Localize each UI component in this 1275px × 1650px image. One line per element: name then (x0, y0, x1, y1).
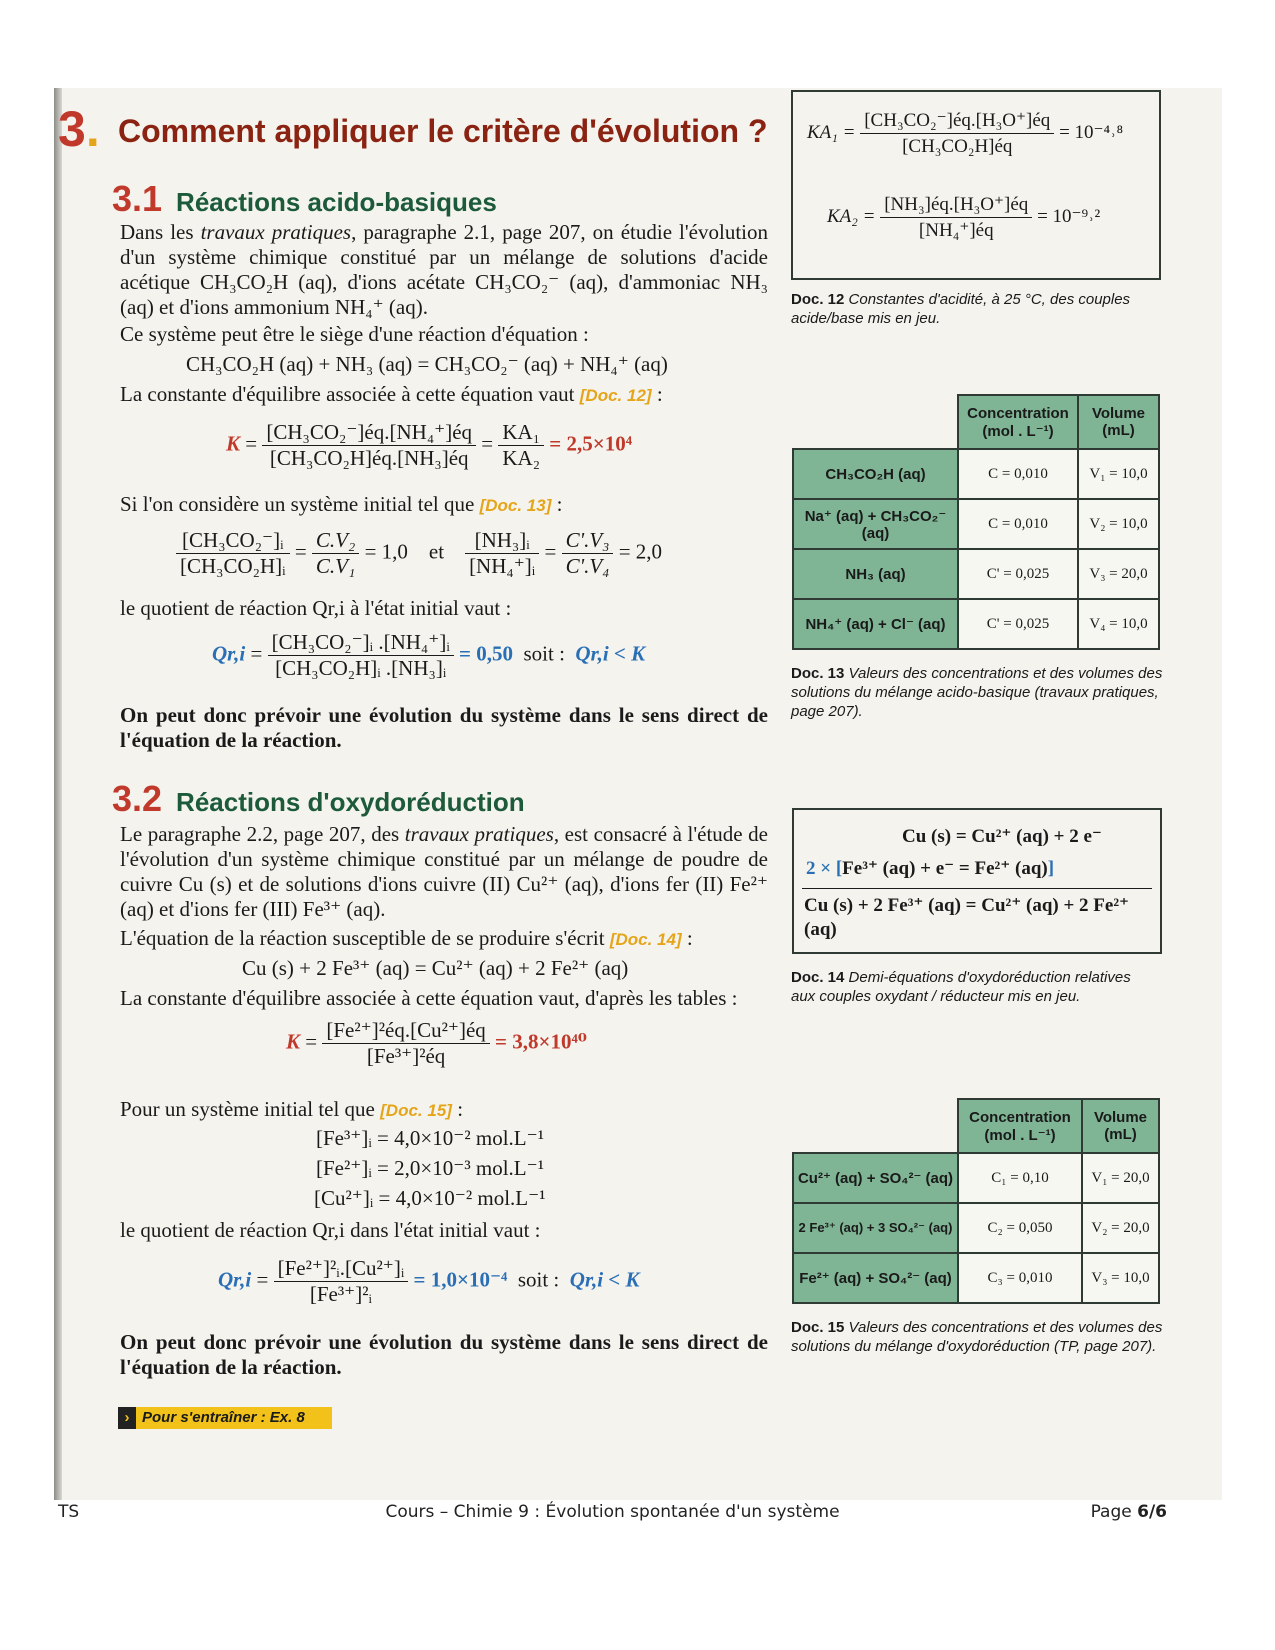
doc15-caption: Doc. 15 Valeurs des concentrations et des volumes des solutions du mélange d'oxydoréduction (TP, page 207). (791, 1319, 1163, 1355)
table-row-label: Fe²⁺ (aq) + SO₄²⁻ (aq) (793, 1253, 958, 1303)
redox-sum-equation: Cu (s) + 2 Fe³⁺ (aq) = Cu²⁺ (aq) + 2 Fe²⁺ (aq) (804, 895, 1130, 940)
initial-concentration-fe3: [Fe³⁺]ᵢ = 4,0×10⁻² mol.L⁻¹ (316, 1126, 544, 1150)
k-value-acid-base: = 2,5×10⁴ (549, 431, 633, 456)
doc13-reference[interactable]: [Doc. 13] (479, 496, 552, 515)
subsection-1-heading (112, 178, 497, 220)
table-row-label: 2 Fe³⁺ (aq) + 3 SO₄²⁻ (aq) (793, 1203, 958, 1253)
doc13-table: Concentration (mol . L⁻¹) Volume (mL) CH₃CO₂H (aq) C = 0,010 V₁ = 10,0 Na⁺ (aq) + CH₃CO₂⁻ (aq) C = 0,010 V₂ = 10,0 NH₃ (aq) C' = 0,025 V₃ = 20,0 NH₄⁺ (aq) + Cl⁻ (aq) C' = 0,025 V₄ = 10,0 (792, 394, 1160, 650)
doc15-reference[interactable]: [Doc. 15] (380, 1101, 452, 1120)
k-formula-redox: K = $\frac{\text{[Fe²⁺]²éq.[Cu²⁺]éq}}{\text{[Fe³⁺]²éq}}$ = 3,8×10⁴⁰ (286, 1018, 587, 1068)
quotient-line: le quotient de réaction Qr,i à l'état initial vaut : (120, 596, 512, 620)
book-spine (54, 88, 62, 1500)
footer-page: Page 6/6 (1090, 1502, 1167, 1522)
redox-equation: Cu (s) + 2 Fe³⁺ (aq) = Cu²⁺ (aq) + 2 Fe²⁺ (aq) (242, 956, 629, 980)
ka2-formula: KA₂ = $\frac{\text{[NH₃]éq.[H₃O⁺]éq}}{\text{[NH₄⁺]éq}}$ = 10⁻⁹˒² (827, 194, 1101, 241)
acid-base-equation: CH₃CO₂H (aq) + NH₃ (aq) = CH₃CO₂⁻ (aq) + NH₄⁺ (aq) (186, 352, 668, 376)
doc15-table: Concentration (mol . L⁻¹) Volume (mL) Cu²⁺ (aq) + SO₄²⁻ (aq) C₁ = 0,10 V₁ = 20,0 2 Fe³⁺ (aq) + 3 SO₄²⁻ (aq) C₂ = 0,050 V₂ = 20,0 Fe²⁺ (aq) + SO₄²⁻ (aq) C₃ = 0,010 V₃ = 10,0 (792, 1098, 1160, 1304)
doc13-header-concentration: Concentration (mol . L⁻¹) (958, 395, 1078, 449)
subsection-2-heading (112, 778, 525, 820)
table-row-label: NH₄⁺ (aq) + Cl⁻ (aq) (793, 599, 958, 649)
half-equation-copper: Cu (s) = Cu²⁺ (aq) + 2 e⁻ (902, 826, 1102, 847)
doc13-caption: Doc. 13 Valeurs des concentrations et des volumes des solutions du mélange acido-basique (travaux pratiques, page 207). (791, 665, 1163, 720)
table-row-label: CH₃CO₂H (aq) (793, 449, 958, 499)
exercise-link[interactable]: › Pour s'entraîner : Ex. 8 (118, 1407, 332, 1429)
reaction-line: Ce système peut être le siège d'une réaction d'équation : (120, 322, 589, 346)
doc14-caption: Doc. 14 Demi-équations d'oxydoréduction relatives aux couples oxydant / réducteur mis en jeu. (791, 969, 1131, 1005)
ka1-formula: KA₁ = $\frac{\text{[CH₃CO₂⁻]éq.[H₃O⁺]éq}}{\text{[CH₃CO₂H]éq}}$ = 10⁻⁴˒⁸ (807, 110, 1124, 157)
q-formula-redox: Qr,i = $\frac{\text{[Fe²⁺]²ᵢ.[Cu²⁺]ᵢ}}{\text{[Fe³⁺]²ᵢ}}$ = 1,0×10⁻⁴ soit : Qr,i < K (218, 1256, 640, 1306)
subsection-2-title: Réactions d'oxydoréduction (176, 787, 525, 817)
half-equation-iron: 2 × [Fe³⁺ (aq) + e⁻ = Fe²⁺ (aq)] (806, 858, 1055, 879)
section-title: Comment appliquer le critère d'évolution ? (118, 113, 768, 149)
q-formula-acid-base: Qr,i = $\frac{\text{[CH₃CO₂⁻]ᵢ .[NH₄⁺]ᵢ}}{\text{[CH₃CO₂H]ᵢ .[NH₃]ᵢ}}$ = 0,50 soit : Qr,i < K (212, 630, 646, 680)
subsection-1-conclusion: On peut donc prévoir une évolution du système dans le sens direct de l'équation de la réaction. (120, 703, 768, 752)
k-value-redox: = 3,8×10⁴⁰ (495, 1029, 587, 1054)
initial-concentration-cu2: [Cu²⁺]ᵢ = 4,0×10⁻² mol.L⁻¹ (314, 1186, 546, 1210)
constant-line-redox: La constante d'équilibre associée à cette équation vaut, d'après les tables : (120, 986, 738, 1010)
doc14-reference[interactable]: [Doc. 14] (609, 930, 682, 949)
doc14-box (792, 808, 1162, 954)
constant-line: La constante d'équilibre associée à cette équation vaut [Doc. 12] : (120, 382, 663, 406)
subsection-2-intro: Le paragraphe 2.2, page 207, des travaux pratiques, est consacré à l'étude de l'évolution d'un système chimique constitué par un mélange de poudre de cuivre Cu (s) et de solutions d'ions cuivre (II) Cu²⁺ (aq), d'ions fer (II) Fe²⁺ (aq) et d'ions fer (III) Fe³⁺ (aq). (120, 822, 768, 921)
initial-ratios: $\frac{\text{[CH₃CO₂⁻]ᵢ}}{\text{[CH₃CO₂H]ᵢ}}$ = $\frac{\text{C.V₂}}{\text{C.V₁}}$ = 1,0 et $\frac{\text{[NH₃]ᵢ}}{\text{[NH₄⁺]ᵢ}}$ = $\frac{\text{C'.V₃}}{\text{C'.V₄}}$ = 2,0 (176, 528, 662, 579)
table-row-label: NH₃ (aq) (793, 549, 958, 599)
section-number: 3. (58, 101, 100, 157)
doc13-header-volume: Volume (mL) (1078, 395, 1159, 449)
doc15-header-volume: Volume (mL) (1082, 1099, 1159, 1153)
table-row-label: Na⁺ (aq) + CH₃CO₂⁻ (aq) (793, 499, 958, 549)
doc12-box (791, 90, 1161, 280)
initial-concentration-fe2: [Fe²⁺]ᵢ = 2,0×10⁻³ mol.L⁻¹ (316, 1156, 544, 1180)
subsection-2-conclusion: On peut donc prévoir une évolution du système dans le sens direct de l'équation de la réaction. (120, 1330, 768, 1379)
equation-line: L'équation de la réaction susceptible de se produire s'écrit [Doc. 14] : (120, 926, 693, 950)
footer-title: Cours – Chimie 9 : Évolution spontanée d'un système (385, 1502, 840, 1522)
doc15-header-concentration: Concentration (mol . L⁻¹) (958, 1099, 1082, 1153)
chevron-right-icon: › (118, 1407, 136, 1429)
initial-line: Si l'on considère un système initial tel que [Doc. 13] : (120, 492, 563, 516)
doc12-caption: Doc. 12 Constantes d'acidité, à 25 °C, des couples acide/base mis en jeu. (791, 291, 1131, 327)
table-row-label: Cu²⁺ (aq) + SO₄²⁻ (aq) (793, 1153, 958, 1203)
subsection-1-intro: Dans les travaux pratiques, paragraphe 2.1, page 207, on étudie l'évolution d'un système chimique constitué par un mélange de solutions d'acide acétique CH₃CO₂H (aq), d'ions acétate CH₃CO₂⁻ (aq), d'ammoniac NH₃ (aq) et d'ions ammonium NH₄⁺ (aq). (120, 220, 768, 319)
initial-line-redox: Pour un système initial tel que [Doc. 15] : (120, 1097, 464, 1121)
doc12-reference[interactable]: [Doc. 12] (579, 386, 652, 405)
subsection-1-number: 3.1 (112, 178, 163, 219)
subsection-2-number: 3.2 (112, 778, 163, 819)
quotient-line-redox: le quotient de réaction Qr,i dans l'état initial vaut : (120, 1218, 541, 1242)
k-formula-acid-base: K = $\frac{\text{[CH₃CO₂⁻]éq.[NH₄⁺]éq}}{\text{[CH₃CO₂H]éq.[NH₃]éq}}$ = $\frac{\text{KA₁}}{\text{KA₂}}$ = 2,5×10⁴ (226, 420, 633, 470)
footer-class: TS (58, 1502, 80, 1522)
subsection-1-title: Réactions acido-basiques (176, 187, 497, 217)
